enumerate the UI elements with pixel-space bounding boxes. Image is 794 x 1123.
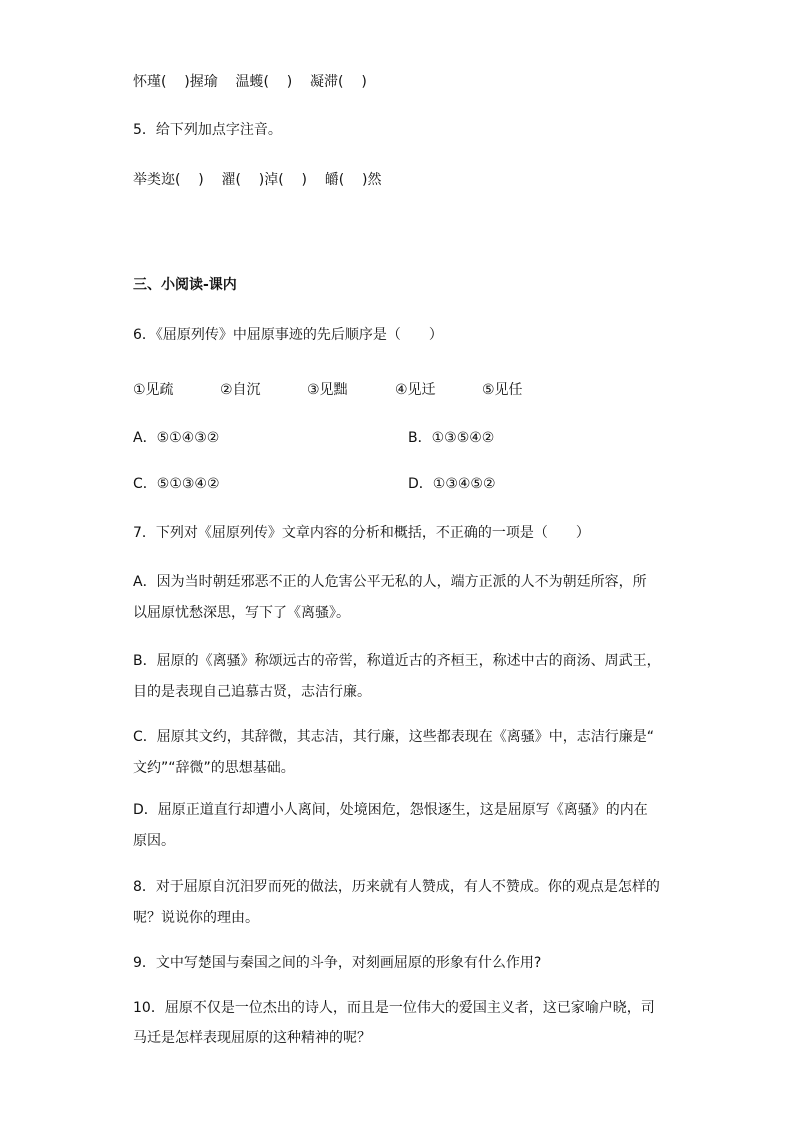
q7-option-b-line1: B．屈原的《离骚》称颂远古的帝喾，称道近古的齐桓王，称述中古的商汤、周武王，: [133, 653, 661, 669]
q7-option-a-line1: A．因为当时朝廷邪恶不正的人危害公平无私的人，端方正派的人不为朝廷所容，所: [133, 574, 647, 590]
q7-option-c-line1: C．屈原其文约，其辞微，其志洁，其行廉，这些都表现在《离骚》中，志洁行廉是“: [133, 729, 655, 745]
q6-event-2: ②自沉: [220, 382, 261, 398]
question-10-line1: 10．屈原不仅是一位杰出的诗人，而且是一位伟大的爱国主义者，这已家喻户晓，司: [133, 1000, 655, 1016]
q7-option-d-line1: D．屈原正道直行却遭小人离间，处境困危，怨恨逐生，这是屈原写《离骚》的内在: [133, 802, 648, 818]
pinyin-row-2: 举类迩( ) 濯( )淖( ) 皭( )然: [133, 172, 382, 188]
pinyin-row-1: 怀瑾( )握瑜 温蠖( ) 凝滞( ): [133, 74, 367, 90]
q6-option-a: A．⑤①④③②: [133, 430, 220, 446]
question-6: 6．《屈原列传》中屈原事迹的先后顺序是（ ）: [133, 327, 443, 343]
q6-option-b: B．①③⑤④②: [408, 430, 495, 446]
question-10-line2: 马迁是怎样表现屈原的这种精神的呢？: [133, 1030, 371, 1046]
question-8-line1: 8．对于屈原自沉汨罗而死的做法，历来就有人赞成，有人不赞成。你的观点是怎样的: [133, 879, 660, 895]
q7-option-c-line2: 文约”“辞微”的思想基础。: [133, 760, 295, 776]
q7-option-b-line2: 目的是表现自己追慕古贤，志洁行廉。: [133, 684, 371, 700]
q6-option-c: C．⑤①③④②: [133, 476, 220, 492]
q6-event-5: ⑤见任: [482, 382, 523, 398]
q7-option-a-line2: 以屈原忧愁深思，写下了《离骚》。: [133, 605, 350, 621]
question-7: 7．下列对《屈原列传》文章内容的分析和概括，不正确的一项是（ ）: [133, 525, 590, 541]
q7-option-d-line2: 原因。: [133, 833, 175, 849]
section-heading: 三、小阅读-课内: [133, 277, 237, 293]
question-9: 9．文中写楚国与秦国之间的斗争，对刻画屈原的形象有什么作用?: [133, 955, 542, 971]
question-5: 5．给下列加点字注音。: [133, 122, 282, 138]
q6-event-1: ①见疏: [133, 382, 174, 398]
q6-event-4: ④见迁: [395, 382, 436, 398]
q6-event-3: ③见黜: [307, 382, 348, 398]
question-8-line2: 呢？说说你的理由。: [133, 910, 259, 926]
q6-option-d: D．①③④⑤②: [408, 476, 496, 492]
